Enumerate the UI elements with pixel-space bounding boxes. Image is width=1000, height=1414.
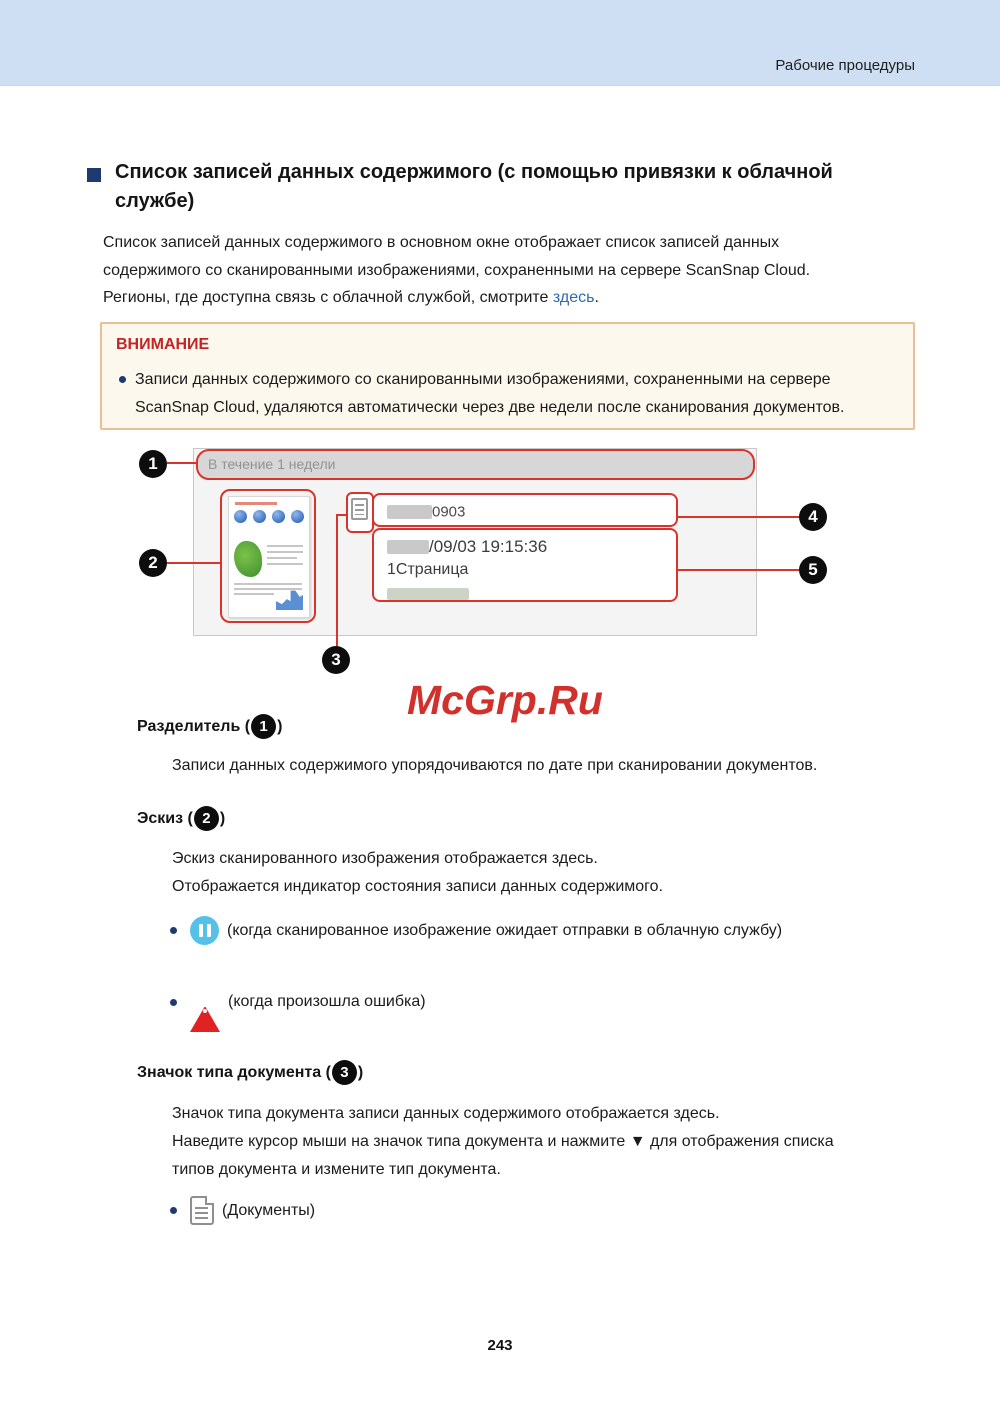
redacted-tag-block	[387, 588, 469, 600]
pie-chart-icon	[234, 510, 247, 523]
section-doctype-body	[172, 1100, 834, 1184]
thumbnail-document-preview	[228, 496, 310, 618]
heading-close: )	[357, 1063, 364, 1081]
attention-label: ВНИМАНИЕ	[116, 336, 210, 353]
callout4-line	[678, 516, 799, 518]
intro-line3-suffix: .	[594, 289, 599, 306]
number-1-badge: 1	[251, 714, 276, 739]
callout5-line	[678, 569, 799, 571]
record-pages-text: 1Страница	[387, 561, 469, 578]
document-icon	[190, 1196, 214, 1225]
heading-close: )	[277, 717, 283, 735]
pie-chart-icon	[272, 510, 285, 523]
callout3-line	[336, 514, 338, 646]
record-detail-highlight-box	[372, 528, 678, 602]
heading-text: Разделитель (	[137, 717, 251, 735]
callout1-line	[167, 462, 196, 464]
text-line	[267, 545, 303, 547]
thumbnail-body-line2: Отображается индикатор состояния записи данных содержимого.	[172, 878, 663, 895]
heading-close: )	[219, 809, 226, 827]
pause-icon	[190, 916, 219, 945]
record-tag-row	[387, 585, 668, 603]
page-title	[115, 158, 833, 216]
record-datetime-text: /09/03 19:15:36	[429, 537, 548, 556]
callout-5-badge: 5	[799, 556, 827, 584]
pie-chart-icon	[291, 510, 304, 523]
doctype-body-line1: Значок типа документа записи данных содержимого отображается здесь.	[172, 1105, 720, 1122]
pause-note: (когда сканированное изображение ожидает отправки в облачную службу)	[227, 921, 783, 939]
document-lines	[195, 1207, 208, 1221]
attention-line2: ScanSnap Cloud, удаляются автоматически через две недели после сканирования документов.	[135, 398, 845, 416]
redacted-text-block	[387, 505, 432, 519]
error-icon	[190, 989, 220, 1015]
status-pause-item	[170, 916, 782, 945]
documents-type-item	[170, 1196, 315, 1225]
record-title-highlight-box	[372, 493, 678, 527]
attention-box	[100, 322, 915, 430]
document-lines	[355, 504, 364, 515]
section-square-marker	[87, 168, 101, 182]
intro-line3-prefix: Регионы, где доступна связь с облачной службой, смотрите	[103, 289, 553, 306]
status-error-item	[170, 989, 426, 1015]
heading-text: Значок типа документа (	[137, 1063, 331, 1081]
pie-chart-icon	[253, 510, 266, 523]
heading-text: Эскиз (	[137, 809, 193, 827]
redacted-text-block	[387, 540, 429, 554]
number-3-badge: 3	[332, 1060, 357, 1085]
bullet-dot	[119, 376, 126, 383]
text-line	[267, 557, 297, 559]
text-line	[267, 563, 303, 565]
intro-line1: Список записей данных содержимого в основном окне отображает список записей данных	[103, 234, 780, 251]
folded-corner	[205, 1196, 214, 1205]
section-separator-body: Записи данных содержимого упорядочиваются по дате при сканировании документов.	[172, 757, 818, 774]
breadcrumb: Рабочие процедуры	[775, 57, 915, 74]
callout-1-badge: 1	[139, 450, 167, 478]
here-link[interactable]: здесь	[552, 289, 595, 306]
page-title-line1: Список записей данных содержимого (с помощью привязки к облачной	[115, 161, 833, 183]
page-number: 243	[487, 1337, 513, 1354]
record-datetime-row	[387, 537, 668, 557]
site-watermark: McGrp.Ru	[407, 677, 603, 723]
text-line	[234, 593, 274, 595]
bullet-dot	[170, 999, 177, 1006]
error-note: (когда произошла ошибка)	[228, 993, 426, 1010]
section-heading-thumbnail	[137, 806, 225, 831]
section-heading-doctype	[137, 1060, 363, 1085]
page-title-line2: службе)	[115, 190, 195, 212]
callout-3-badge: 3	[322, 646, 350, 674]
bar-chart-image	[276, 589, 303, 610]
thumbnail-body-line1: Эскиз сканированного изображения отображается здесь.	[172, 850, 598, 867]
section-thumbnail-body	[172, 845, 663, 901]
documents-note: (Документы)	[222, 1201, 316, 1219]
figure-separator-bar	[196, 449, 755, 480]
doctype-body-line3: типов документа и измените тип документа.	[172, 1161, 501, 1178]
number-2-badge: 2	[194, 806, 219, 831]
top-banner	[0, 0, 1000, 86]
map-image	[234, 541, 262, 577]
doctype-body-line2: Наведите курсор мыши на значок типа документа и нажмите ▼ для отображения списка	[172, 1133, 834, 1150]
attention-text	[135, 366, 845, 421]
figure-separator-text: В течение 1 недели	[208, 456, 336, 472]
text-line	[267, 551, 303, 553]
text-line	[234, 583, 302, 585]
intro-line3	[103, 284, 810, 312]
record-title-text: 0903	[432, 503, 466, 521]
bullet-dot	[170, 927, 177, 934]
attention-line1: Записи данных содержимого со сканированными изображениями, сохраненными на сервере	[135, 371, 831, 388]
bullet-dot	[170, 1207, 177, 1214]
record-title-row	[387, 503, 668, 521]
text-line	[234, 588, 302, 590]
callout-2-badge: 2	[139, 549, 167, 577]
callout-4-badge: 4	[799, 503, 827, 531]
document-type-icon	[351, 498, 368, 520]
thumb-heading-line	[235, 502, 277, 505]
callout2-line	[167, 562, 220, 564]
intro-line2: содержимого со сканированными изображениями, сохраненными на сервере ScanSnap Cloud.	[103, 261, 811, 279]
section-heading-separator	[137, 714, 282, 739]
intro-paragraph	[103, 229, 810, 312]
attention-item	[119, 366, 845, 421]
